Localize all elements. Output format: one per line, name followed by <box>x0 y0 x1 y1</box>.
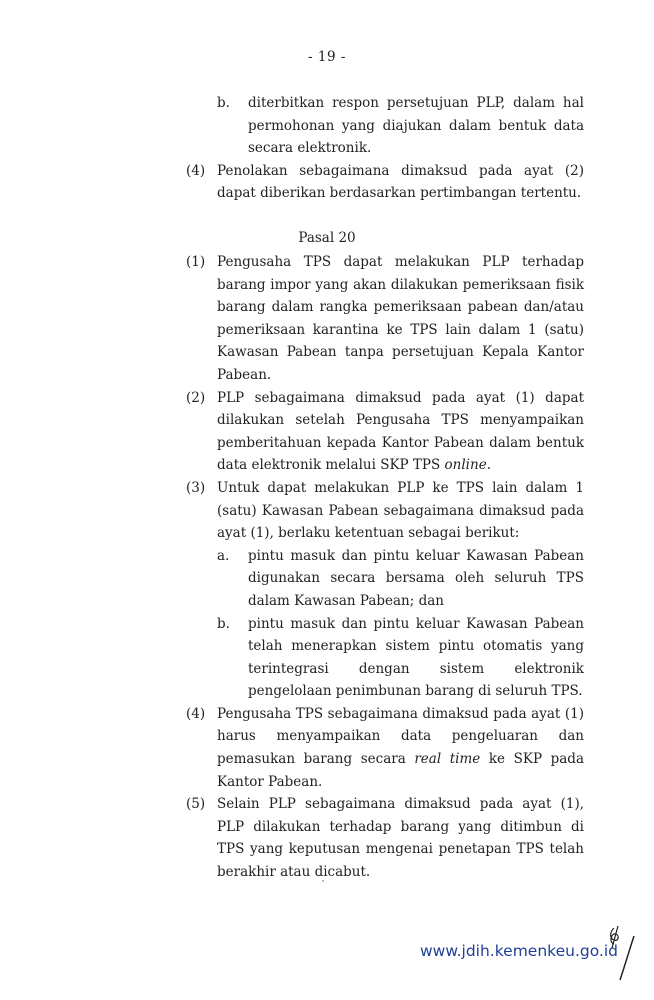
ayat-item <box>0 793 654 883</box>
page-number: - 19 - <box>308 49 346 65</box>
pasal-title: Pasal 20 <box>298 230 356 246</box>
list-item <box>0 545 654 613</box>
ayat-text <box>217 703 584 793</box>
ayat-number: (4) <box>186 162 206 179</box>
initial-signature-icon <box>600 922 640 982</box>
ayat-text-part: Pengusaha TPS sebagaimana dimaksud pada ayat (1) harus menyampaikan data pengeluaran dan pemasukan barang secara <box>217 705 584 768</box>
ayat-text: Selain PLP sebagaimana dimaksud pada ayat (1), PLP dilakukan terhadap barang yang ditimbun di TPS yang keputusan mengenai penetapan TPS telah berakhir atau dicabut. <box>217 796 584 881</box>
ayat-text-italic: real time <box>414 751 481 768</box>
ayat-text-italic: online <box>444 457 487 474</box>
ayat-item <box>0 387 654 477</box>
pasal-20-body <box>0 251 654 884</box>
ayat-item <box>0 160 654 205</box>
previous-article-continuation <box>0 92 654 205</box>
ayat-number: (1) <box>186 254 206 270</box>
scan-speck <box>322 880 324 882</box>
item-text: pintu masuk dan pintu keluar Kawasan Pabean telah menerapkan sistem pintu otomatis yang terintegrasi dengan sistem elektronik pengelolaan penimbunan barang di seluruh TPS. <box>248 615 584 700</box>
ayat-text: Penolakan sebagaimana dimaksud pada ayat (2) dapat diberikan berdasarkan pertimbangan tertentu. <box>217 162 584 202</box>
ayat-text-part: ke SKP pada Kantor Pabean. <box>217 751 585 790</box>
ayat-number: (3) <box>186 479 206 496</box>
item-label: a. <box>217 547 230 564</box>
item-text: diterbitkan respon persetujuan PLP, dalam hal permohonan yang diajukan dalam bentuk data secara elektronik. <box>248 95 584 157</box>
ayat-text <box>217 387 584 477</box>
ayat-text-part: PLP sebagaimana dimaksud pada ayat (1) dapat dilakukan setelah Pengusaha TPS menyampaikan pemberitahuan kepada Kantor Pabean dalam bentuk data elektronik melalui SKP TPS <box>217 389 584 474</box>
ayat-item <box>0 477 654 545</box>
ayat-number: (2) <box>186 389 206 406</box>
footer-website-link[interactable]: www.jdih.kemenkeu.go.id <box>420 942 618 960</box>
ayat-text: Pengusaha TPS dapat melakukan PLP terhadap barang impor yang akan dilakukan pemeriksaan fisik barang dalam rangka pemeriksaan pabean dan/atau pemeriksaan karantina ke TPS lain dalam 1 (satu) Kawasan Pabean tanpa persetujuan Kepala Kantor Pabean. <box>217 254 584 383</box>
item-text: pintu masuk dan pintu keluar Kawasan Pabean digunakan secara bersama oleh seluruh TPS dalam Kawasan Pabean; dan <box>248 547 584 609</box>
list-item <box>0 92 654 160</box>
list-item <box>0 613 654 703</box>
ayat-text: Untuk dapat melakukan PLP ke TPS lain dalam 1 (satu) Kawasan Pabean sebagaimana dimaksud pada ayat (1), berlaku ketentuan sebagai berikut: <box>217 479 584 542</box>
ayat-number: (5) <box>186 796 206 813</box>
item-label: b. <box>217 95 230 111</box>
item-label: b. <box>217 615 230 632</box>
ayat-number: (4) <box>186 705 206 722</box>
ayat-text-part: . <box>486 457 491 474</box>
ayat-item <box>0 251 654 387</box>
ayat-item <box>0 703 654 793</box>
